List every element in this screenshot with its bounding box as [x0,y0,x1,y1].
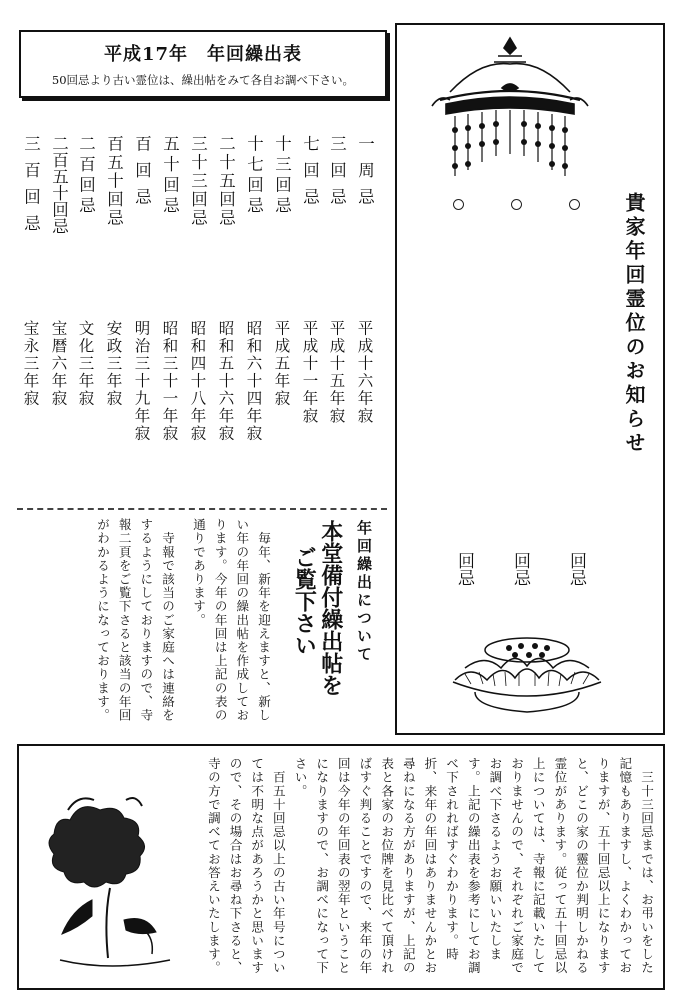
death-year: 昭和四十八年寂 [188,320,207,443]
kaiki-label: 回忌 [509,552,530,586]
canopy-illustration [410,30,610,200]
table-column [245,135,271,485]
memorial-name: 三回忌 [327,135,347,215]
table-note: 50回忌より古い霊位は、繰出帖をみて各自お調べ下さい。 [51,73,355,87]
memorial-name: 二十五回忌 [216,135,236,228]
table-column [50,135,76,485]
article-paragraph: 毎年、新年を迎えますと、新しい年の年回の繰出帖を作成しております。今年の年回は上記の表の通りであります。 [191,518,271,722]
blank-circle-icon [453,199,464,210]
death-year: 安政三年寂 [104,320,123,408]
memorial-name: 一周忌 [355,135,375,215]
table-column [273,135,299,485]
death-year: 平成十六年寂 [355,320,374,425]
article-heading: 年回繰出について [355,520,373,664]
chrysanthemum-illustration [40,770,190,980]
kaiki-label: 回忌 [453,552,474,586]
article-title [290,520,343,696]
memorial-name: 百回忌 [132,135,152,215]
notice-title: 貴家年回霊位のお知らせ [622,192,646,456]
death-year: 宝暦六年寂 [49,320,68,408]
table-column [189,135,215,485]
memorial-name: 百五十回忌 [104,135,124,228]
memorial-table [0,0,390,500]
article-title-line: ご覧下さい [291,546,317,656]
death-year: 昭和六十四年寂 [244,320,263,443]
article-title-line: 本堂備付繰出帖を [317,520,343,696]
death-year: 昭和五十六年寂 [216,320,235,443]
table-column [217,135,243,485]
memorial-name: 二百回忌 [76,135,96,217]
death-year: 宝永三年寂 [21,320,40,408]
death-year: 昭和三十一年寂 [160,320,179,443]
table-column [301,135,327,485]
blank-circle-icon [511,199,522,210]
table-column [161,135,187,485]
table-column [77,135,103,485]
article-paragraph: 百五十回忌以上の古い年号については不明な点があろうかと思いますので、その場合はお尋ね下さると、寺の方で調べてお答えいたします。 [205,757,286,975]
article-paragraph: 寺報で該当のご家庭へは連絡をするようにしておりますので、寺報二頁をご覧下さると該当の年回がわかるようになっております。 [95,518,175,722]
kaiki-label: 回忌 [565,552,586,586]
death-year: 平成十五年寂 [327,320,346,425]
memorial-name: 十三回忌 [272,135,292,217]
section-divider [17,508,387,510]
table-column [133,135,159,485]
memorial-name: 七回忌 [300,135,320,215]
blank-circle-icon [569,199,580,210]
memorial-name: 三十三回忌 [188,135,208,228]
table-column [105,135,131,485]
article-paragraph: 三十三回忌までは、お弔いをした記憶もありますし、よくわかっておりますが、五十回忌以上になりますと、どこの家の靈位か判明しかねる霊位があります。従って五十回忌以上については、寺報に記載いたしておりませんので、それぞれご家庭でお調べ下さるようお願いいたします。上記の繰出表を参考にしてお調べ下されればすぐわかります。時折、来年の年回はありませんかとお尋ねになる方がありますが、上記の表と各家のお位牌を見比べて頂ければすぐ判ることですので、来年の年回は今年の年回表の翌年ということになりますので、お調べになって下さい。 百五十回忌以上の古い年号については不明な点があろうかと思いますので、その場合はお尋ね下さると、寺の方で調べてお答えいたします。 [205,757,654,975]
memorial-name: 三百回忌 [21,135,41,241]
memorial-name: 五十回忌 [160,135,180,217]
death-year: 平成五年寂 [272,320,291,408]
table-title: 平成17年 年回繰出表 [103,44,303,65]
memorial-name: 十七回忌 [244,135,264,217]
table-column [22,135,48,485]
death-year: 平成十一年寂 [300,320,319,425]
death-year: 文化三年寂 [76,320,95,408]
lotus-pedestal-illustration [445,628,610,718]
death-year: 明治三十九年寂 [132,320,151,443]
table-column [328,135,354,485]
memorial-name: 二百五十回忌 [49,135,69,234]
table-column [356,135,382,485]
